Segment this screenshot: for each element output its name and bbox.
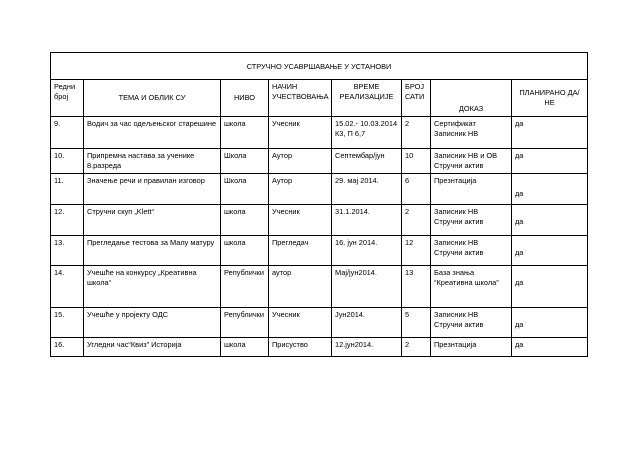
header-hours: БРОЈ САТИ xyxy=(402,80,431,117)
cell-num: 10. xyxy=(51,149,84,174)
header-row xyxy=(51,80,588,117)
table-row xyxy=(51,236,588,266)
cell-hours: 13 xyxy=(402,266,431,308)
header-method: НАЧИН УЧЕСТВОВАЊА xyxy=(269,80,332,117)
header-level: НИВО xyxy=(221,80,269,117)
cell-method: Присуство xyxy=(269,338,332,357)
cell-method: Аутор xyxy=(269,149,332,174)
cell-topic: Учешће на конкурсу „Креативна школа“ xyxy=(84,266,221,308)
cell-level: школа xyxy=(221,338,269,357)
cell-time: 15.02.- 10.03.2014 К3, П 6,7 xyxy=(332,117,402,149)
cell-proof: Презнтација xyxy=(431,338,512,357)
cell-hours: 2 xyxy=(402,338,431,357)
cell-proof: База знања “Креативна школа” xyxy=(431,266,512,308)
cell-planned-text: да xyxy=(515,320,524,329)
header-planned: ПЛАНИРАНО ДА/НЕ xyxy=(512,80,588,117)
cell-time: 12.јун2014. xyxy=(332,338,402,357)
cell-planned xyxy=(512,266,588,308)
cell-planned xyxy=(512,174,588,205)
cell-level: школа xyxy=(221,205,269,236)
cell-hours: 5 xyxy=(402,308,431,338)
cell-method: аутор xyxy=(269,266,332,308)
table-row xyxy=(51,266,588,308)
cell-planned-text: да xyxy=(515,189,524,198)
cell-method: Аутор xyxy=(269,174,332,205)
cell-topic: Прегледање тестова за Малу матуру xyxy=(84,236,221,266)
cell-hours: 10 xyxy=(402,149,431,174)
cell-num: 11. xyxy=(51,174,84,205)
cell-num: 13. xyxy=(51,236,84,266)
cell-level: Школа xyxy=(221,174,269,205)
cell-topic: Учешће у пројекту ОДС xyxy=(84,308,221,338)
table-row xyxy=(51,174,588,205)
cell-num: 12. xyxy=(51,205,84,236)
table-row xyxy=(51,149,588,174)
cell-level: Републички xyxy=(221,266,269,308)
cell-num: 16. xyxy=(51,338,84,357)
cell-planned xyxy=(512,308,588,338)
header-time: ВРЕМЕ РЕАЛИЗАЦИЈЕ xyxy=(332,80,402,117)
document-sheet xyxy=(50,52,587,357)
cell-time: Септембар/јун xyxy=(332,149,402,174)
cell-planned: да xyxy=(512,338,588,357)
cell-level: школа xyxy=(221,117,269,149)
cell-planned: да xyxy=(512,149,588,174)
cell-time: 31.1.2014. xyxy=(332,205,402,236)
cell-level: Школа xyxy=(221,149,269,174)
header-num: Редни број xyxy=(51,80,84,117)
cell-time: 16. јун 2014. xyxy=(332,236,402,266)
header-topic: ТЕМА И ОБЛИК СУ xyxy=(84,80,221,117)
header-proof: ДОКАЗ xyxy=(431,80,512,117)
cell-planned-text: да xyxy=(515,278,524,287)
cell-method: Учесник xyxy=(269,308,332,338)
cell-topic: Стручни скуп „Klett“ xyxy=(84,205,221,236)
table-row xyxy=(51,205,588,236)
cell-method: Учесник xyxy=(269,205,332,236)
cell-proof: Записник НВ и ОВ Стручни актив xyxy=(431,149,512,174)
cell-num: 15. xyxy=(51,308,84,338)
table-row xyxy=(51,338,588,357)
cell-proof: Записник НВ Стручни актив xyxy=(431,236,512,266)
cell-proof: Презнтација xyxy=(431,174,512,205)
cell-planned xyxy=(512,236,588,266)
cell-num: 14. xyxy=(51,266,84,308)
cell-topic: Припремна настава за ученике 8.разреда xyxy=(84,149,221,174)
cell-topic: Водич за час одељењског старешине xyxy=(84,117,221,149)
cell-proof: Записник НВ Стручни актив xyxy=(431,308,512,338)
cell-planned-text: да xyxy=(515,217,524,226)
cell-time: Мај/јун2014. xyxy=(332,266,402,308)
cell-hours: 6 xyxy=(402,174,431,205)
cell-proof: Записник НВ Стручни актив xyxy=(431,205,512,236)
cell-time: 29. мај 2014. xyxy=(332,174,402,205)
cell-topic: Угледни час“Квиз” Историја xyxy=(84,338,221,357)
cell-planned-text: да xyxy=(515,248,524,257)
cell-hours: 12 xyxy=(402,236,431,266)
cell-level: школа xyxy=(221,236,269,266)
table-title: СТРУЧНО УСАВРШАВАЊЕ У УСТАНОВИ xyxy=(51,53,588,80)
cell-planned: да xyxy=(512,117,588,149)
cell-method: Учесник xyxy=(269,117,332,149)
table-row xyxy=(51,117,588,149)
cell-time: Јун2014. xyxy=(332,308,402,338)
table-row xyxy=(51,308,588,338)
training-table xyxy=(50,52,588,357)
cell-level: Републички xyxy=(221,308,269,338)
cell-hours: 2 xyxy=(402,205,431,236)
cell-method: Прегледач xyxy=(269,236,332,266)
cell-proof: Сертификат Записник НВ xyxy=(431,117,512,149)
cell-planned xyxy=(512,205,588,236)
cell-num: 9. xyxy=(51,117,84,149)
cell-topic: Значење речи и правилан изговор xyxy=(84,174,221,205)
cell-hours: 2 xyxy=(402,117,431,149)
